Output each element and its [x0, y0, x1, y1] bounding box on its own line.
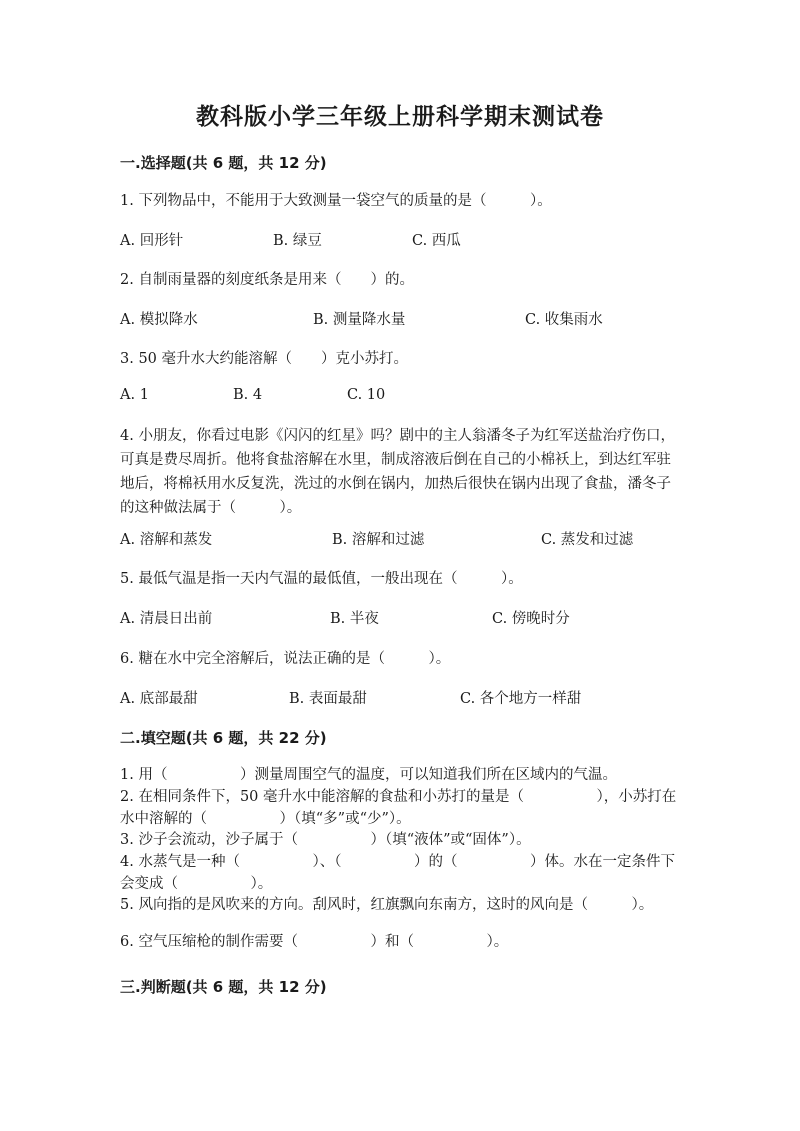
- section-heading-choice: 一.选择题(共 6 题，共 12 分): [120, 154, 327, 172]
- question-5: 5. 最低气温是指一天内气温的最低值，一般出现在（ ）。: [120, 571, 523, 587]
- question-4: 4. 小朋友，你看过电影《闪闪的红星》吗？剧中的主人翁潘冬子为红军送盐治疗伤口，可真是费尽周折。他将食盐溶解在水里，制成溶液后倒在自己的小棉袄上，到达红军驻地后，将棉袄用水反复洗，洗过的水倒在锅内，加热后很快在锅内出现了食盐，潘冬子的这种做法属于（ ）。: [120, 428, 675, 516]
- q3-option-a: A. 1: [120, 387, 149, 403]
- q1-option-b: B. 绿豆: [273, 233, 322, 249]
- section-heading-judge: 三.判断题(共 6 题，共 12 分): [120, 978, 327, 996]
- fill-question-3: 3. 沙子会流动，沙子属于（ ）（填“液体”或“固体”）。: [120, 832, 531, 848]
- q2-option-a: A. 模拟降水: [120, 312, 198, 328]
- question-2: 2. 自制雨量器的刻度纸条是用来（ ）的。: [120, 272, 414, 288]
- fill-question-5: 5. 风向指的是风吹来的方向。刮风时，红旗飘向东南方，这时的风向是（ ）。: [120, 897, 654, 913]
- fill-question-2: 2. 在相同条件下，50 毫升水中能溶解的食盐和小苏打的量是（ ），小苏打在水中溶解的（ ）（填“多”或“少”）。: [120, 789, 677, 827]
- q3-option-b: B. 4: [233, 387, 263, 403]
- page-title: 教科版小学三年级上册科学期末测试卷: [196, 104, 604, 130]
- fill-question-6: 6. 空气压缩枪的制作需要（ ）和（ ）。: [120, 934, 509, 950]
- q1-option-c: C. 西瓜: [412, 233, 461, 249]
- question-6: 6. 糖在水中完全溶解后，说法正确的是（ ）。: [120, 651, 451, 667]
- q1-option-a: A. 回形针: [120, 233, 184, 249]
- q6-option-c: C. 各个地方一样甜: [460, 691, 582, 707]
- q2-option-b: B. 测量降水量: [313, 312, 406, 328]
- q4-option-c: C. 蒸发和过滤: [541, 532, 634, 548]
- q4-option-b: B. 溶解和过滤: [332, 532, 425, 548]
- q5-option-c: C. 傍晚时分: [492, 611, 570, 627]
- q6-option-b: B. 表面最甜: [289, 691, 367, 707]
- q3-option-c: C. 10: [347, 387, 386, 403]
- q5-option-a: A. 清晨日出前: [120, 611, 213, 627]
- q2-option-c: C. 收集雨水: [525, 312, 603, 328]
- q6-option-a: A. 底部最甜: [120, 691, 198, 707]
- section-heading-fill: 二.填空题(共 6 题，共 22 分): [120, 729, 327, 747]
- q5-option-b: B. 半夜: [330, 611, 379, 627]
- q4-option-a: A. 溶解和蒸发: [120, 532, 213, 548]
- question-3: 3. 50 毫升水大约能溶解（ ）克小苏打。: [120, 351, 409, 367]
- fill-question-1: 1. 用（ ）测量周围空气的温度，可以知道我们所在区域内的气温。: [120, 767, 617, 783]
- fill-question-4: 4. 水蒸气是一种（ ）、（ ）的（ ）体。水在一定条件下会变成（ ）。: [120, 854, 675, 892]
- question-1: 1. 下列物品中，不能用于大致测量一袋空气的质量的是（ ）。: [120, 193, 552, 209]
